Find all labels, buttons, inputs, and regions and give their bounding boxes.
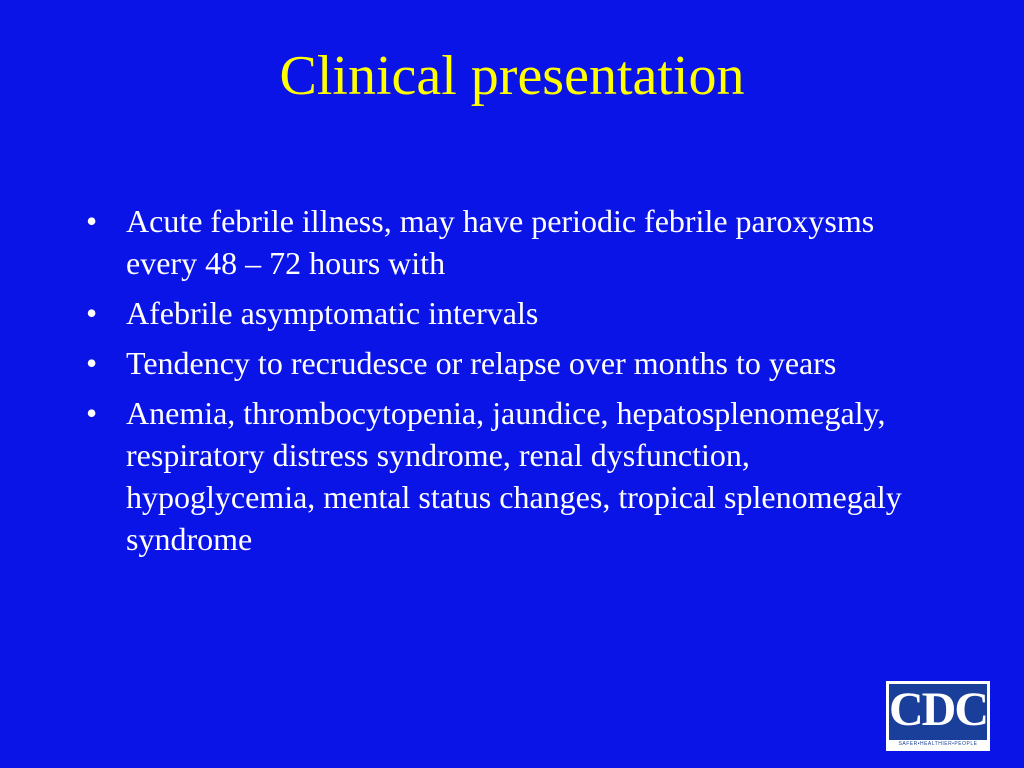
bullet-item <box>86 200 946 284</box>
bullet-text: Anemia, thrombocytopenia, jaundice, hepatosplenomegaly, respiratory distress syndrome, renal dysfunction, hypoglycemia, mental status changes, tropical splenomegaly syndrome <box>126 395 902 557</box>
bullet-marker: • <box>86 345 98 381</box>
bullet-item <box>86 342 946 384</box>
bullet-text: Afebrile asymptomatic intervals <box>126 295 539 331</box>
bullet-text: Tendency to recrudesce or relapse over months to years <box>126 345 837 381</box>
slide-title: Clinical presentation <box>279 45 745 107</box>
bullet-marker: • <box>86 395 98 431</box>
cdc-logo-tagline: SAFER•HEALTHIER•PEOPLE <box>889 740 987 748</box>
bullet-item <box>86 292 946 334</box>
bullet-list <box>86 200 946 568</box>
bullet-marker: • <box>86 295 98 331</box>
cdc-logo <box>886 681 990 751</box>
cdc-logo-panel <box>889 684 987 748</box>
bullet-marker: • <box>86 203 98 239</box>
cdc-logo-text: CDC <box>889 684 987 736</box>
bullet-item <box>86 392 946 560</box>
bullet-text: Acute febrile illness, may have periodic febrile paroxysms every 48 – 72 hours with <box>126 203 875 281</box>
